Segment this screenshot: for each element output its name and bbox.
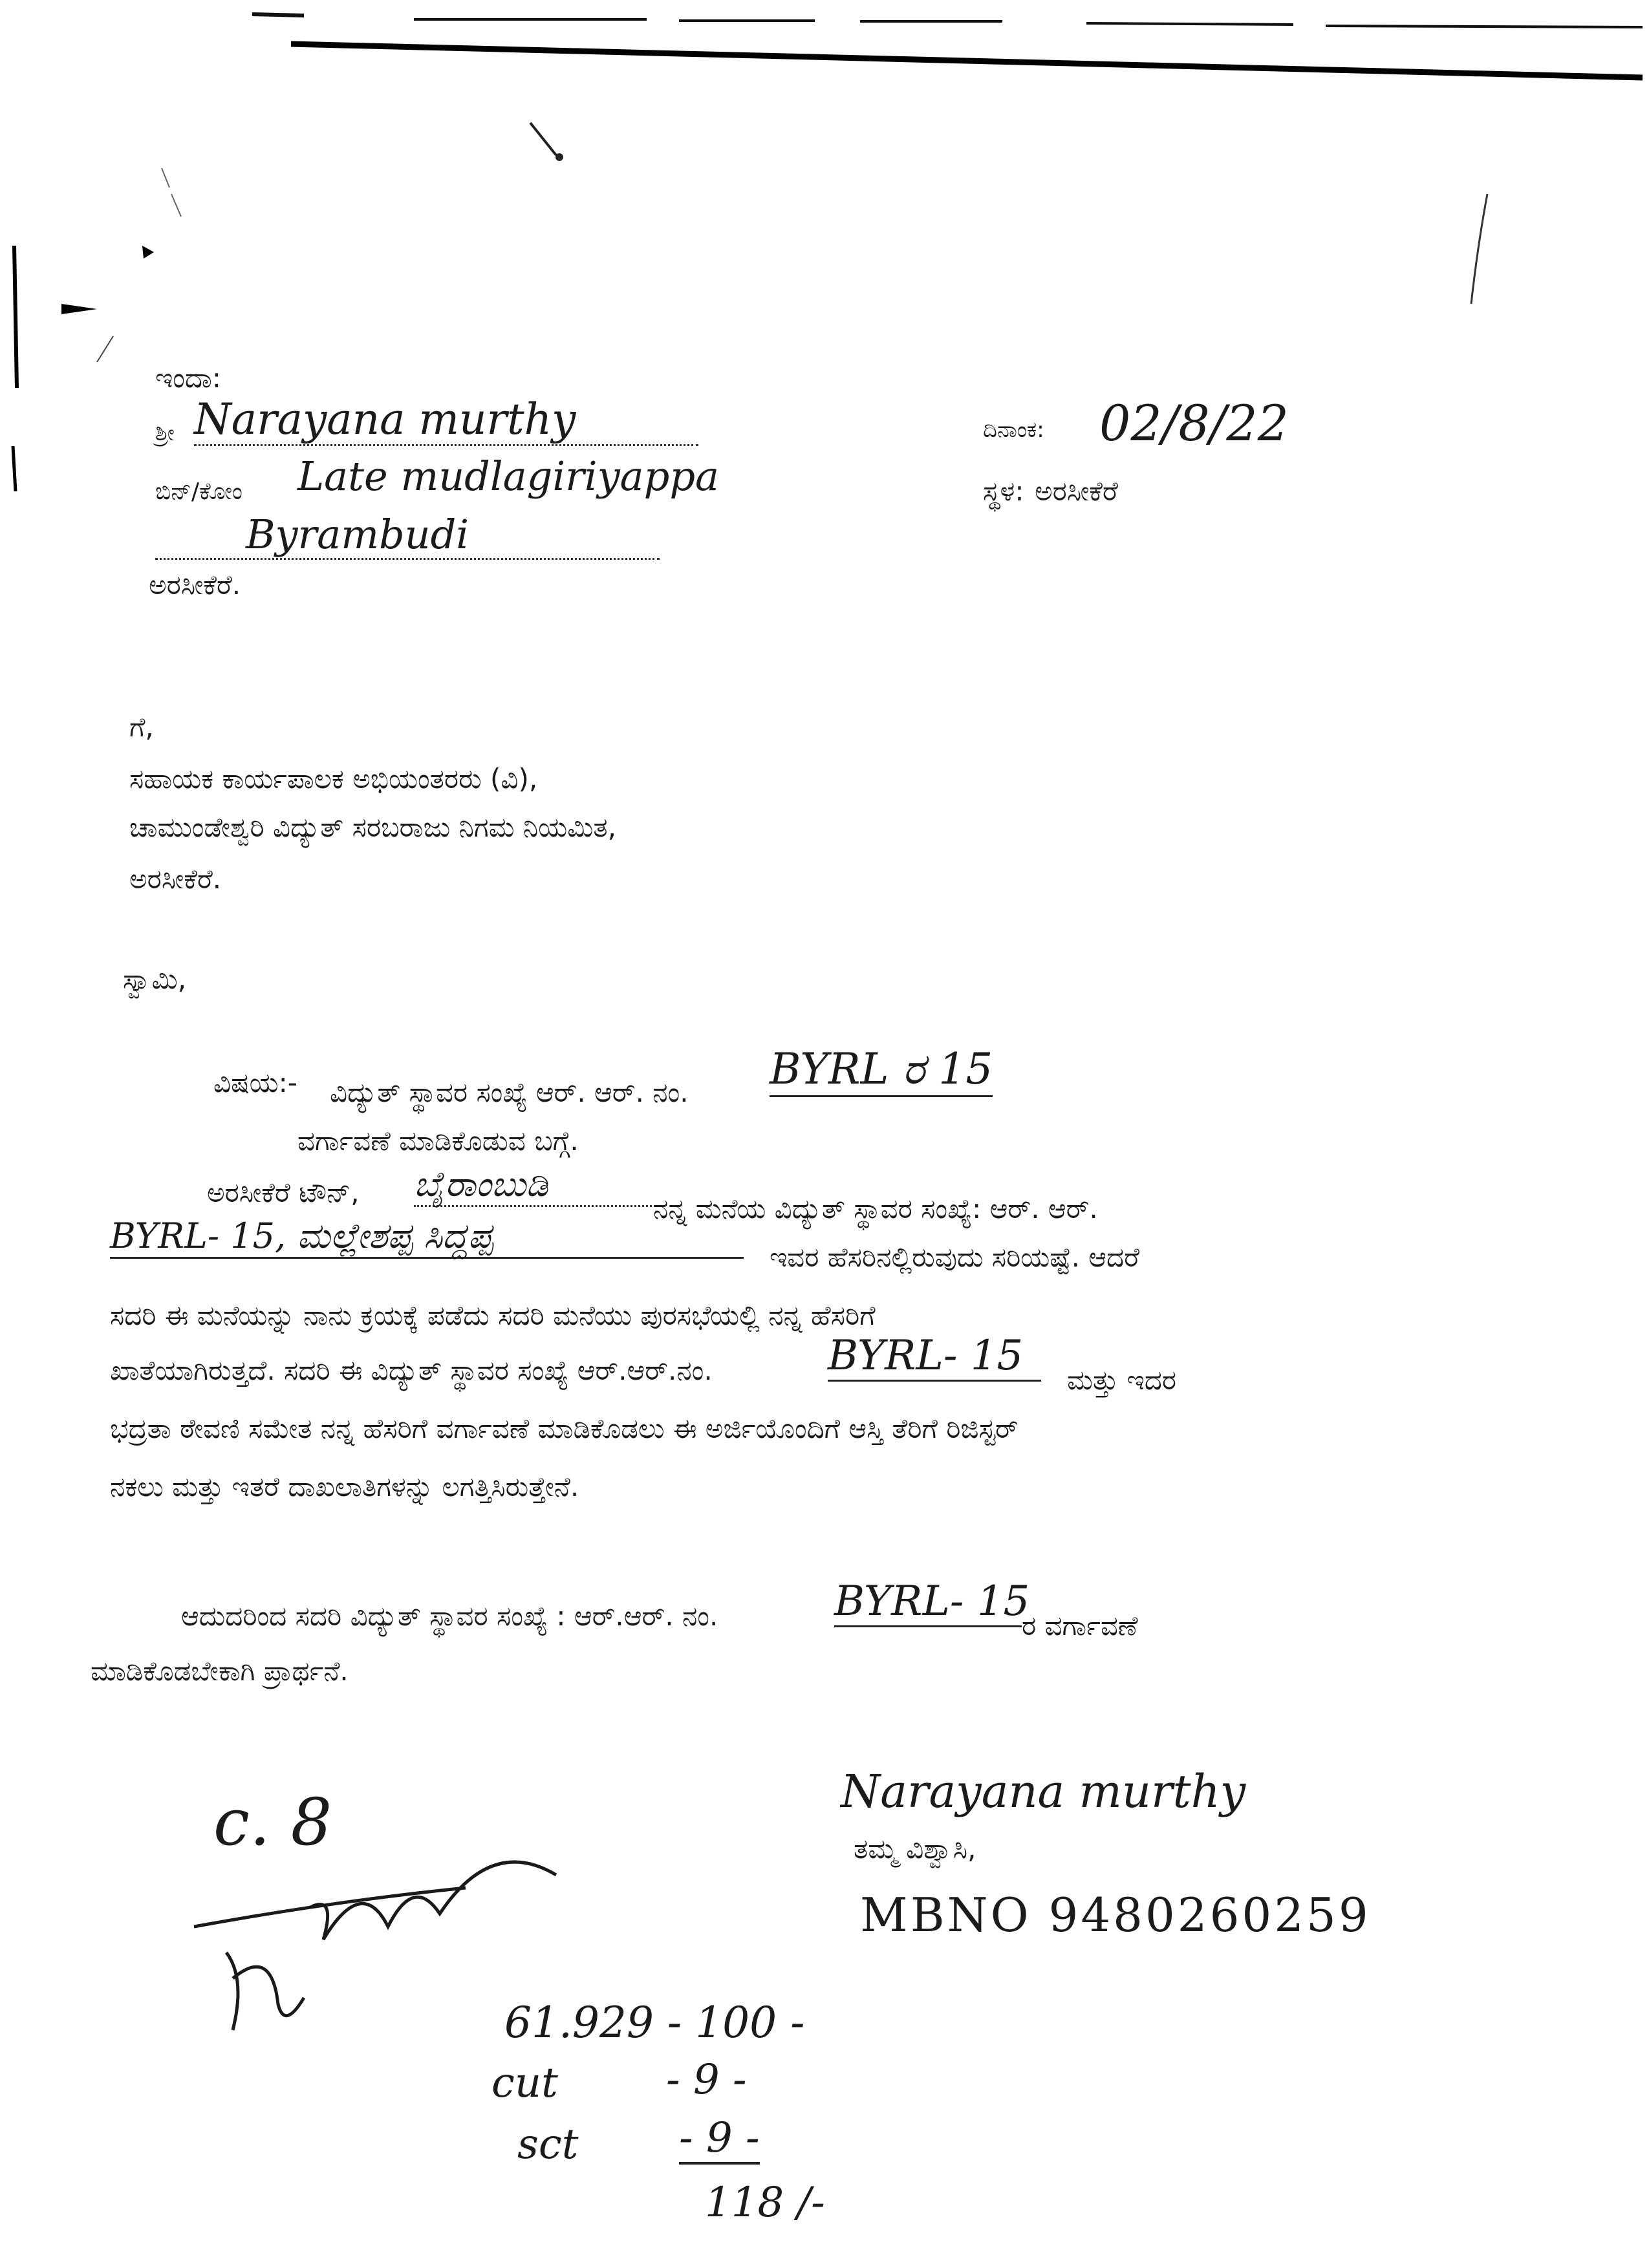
recipient-line3: ಅರಸೀಕೆರೆ. [129, 863, 222, 895]
body-line6: ನಕಲು ಮತ್ತು ಇತರೆ ದಾಖಲಾತಿಗಳನ್ನು ಲಗತ್ತಿಸಿರುತ್ತೇನೆ. [110, 1471, 579, 1503]
calc-total: 118 /- [705, 2179, 825, 2227]
name-prefix: ಶ್ರೀ [155, 420, 175, 446]
body-line8: ಮಾಡಿಕೊಡಬೇಕಾಗಿ ಪ್ರಾರ್ಥನೆ. [91, 1655, 349, 1687]
body-line3: ಸದರಿ ಈ ಮನೆಯನ್ನು ನಾನು ಕ್ರಯಕ್ಕೆ ಪಡೆದು ಸದರಿ ಮನೆಯು ಪುರಸಭೆಯಲ್ಲಿ ನನ್ನ ಹೆಸರಿಗೆ [110, 1300, 876, 1331]
subject-text-2: ವರ್ಗಾವಣೆ ಮಾಡಿಕೊಡುವ ಬಗ್ಗೆ. [297, 1125, 579, 1157]
date-label: ದಿನಾಂಕ: [983, 417, 1044, 443]
calc-line-2-value: - 9 - [666, 2056, 747, 2104]
body-rr-fill-1: BYRL- 15 [828, 1332, 1041, 1382]
applicant-signature: Narayana murthy [841, 1765, 1246, 1818]
body-line7: ಆದುದರಿಂದ ಸದರಿ ವಿದ್ಯುತ್ ಸ್ಥಾವರ ಸಂಖ್ಯೆ : ಆರ್.ಆರ್. ನಂ. [181, 1600, 718, 1632]
body-rr-fill-2: BYRL- 15 [834, 1578, 1022, 1627]
body-line4-end: ಮತ್ತು ಇದರ [1067, 1364, 1177, 1396]
to-label: ಗೆ, [129, 711, 154, 743]
relation-prefix: ಬಿನ್/ಕೋಂ [155, 478, 242, 505]
sender-relation: Late mudlagiriyappa [297, 453, 719, 500]
subject-label: ವಿಷಯ:- [213, 1067, 297, 1098]
body-town: ಅರಸೀಕೆರೆ ಟೌನ್, [207, 1177, 360, 1208]
body-line4: ಖಾತೆಯಾಗಿರುತ್ತದೆ. ಸದರಿ ಈ ವಿದ್ಯುತ್ ಸ್ಥಾವರ ಸಂಖ್ಯೆ ಆರ್.ಆರ್.ನಂ. [110, 1354, 713, 1386]
letter-date: 02/8/22 [1099, 394, 1289, 452]
subject-rr-number: BYRL ರ 15 [770, 1044, 993, 1097]
body-prev-owner-fill: BYRL- 15, ಮಲ್ಲೇಶಪ್ಪ ಸಿದ್ದಪ್ಪ [110, 1215, 744, 1259]
officer-note: c. 8 [213, 1784, 332, 1860]
calc-line-3-label: sct [517, 2121, 579, 2168]
sender-name: Narayana murthy [194, 394, 698, 446]
body-line1: ನನ್ನ ಮನೆಯ ವಿದ್ಯುತ್ ಸ್ಥಾವರ ಸಂಖ್ಯೆ: ಆರ್. ಆರ್. [653, 1193, 1098, 1225]
mobile-number: MBNO 9480260259 [860, 1888, 1371, 1942]
body-line5: ಭದ್ರತಾ ಠೇವಣಿ ಸಮೇತ ನನ್ನ ಹೆಸರಿಗೆ ವರ್ಗಾವಣೆ ಮಾಡಿಕೊಡಲು ಈ ಅರ್ಜಿಯೊಂದಿಗೆ ಆಸ್ತಿ ತೆರಿಗೆ ರಿಜಿಸ್ಟರ್ [110, 1413, 1018, 1444]
sender-village: Byrambudi [155, 511, 660, 560]
body-line2: ಇವರ ಹೆಸರಿನಲ್ಲಿರುವುದು ಸರಿಯಷ್ಟೆ. ಆದರೆ [770, 1241, 1140, 1273]
sender-town: ಅರಸೀಕೆರೆ. [149, 569, 241, 601]
place-label: ಸ್ಥಳ: [983, 475, 1024, 507]
yours-faithfully: ತಮ್ಮ ವಿಶ್ವಾಸಿ, [854, 1833, 976, 1865]
letter-place: ಅರಸೀಕೆರೆ [1035, 475, 1118, 507]
recipient-line2: ಚಾಮುಂಡೇಶ್ವರಿ ವಿದ್ಯುತ್ ಸರಬರಾಜು ನಿಗಮ ನಿಯಮಿತ, [129, 811, 616, 843]
body-line7-end: ರ ವರ್ಗಾವಣೆ [1022, 1610, 1138, 1642]
subject-text: ವಿದ್ಯುತ್ ಸ್ಥಾವರ ಸಂಖ್ಯೆ ಆರ್. ಆರ್. ನಂ. [330, 1076, 689, 1108]
body-place-fill: ಬೈರಾಂಬುಡಿ [414, 1164, 660, 1207]
salutation: ಸ್ವಾಮಿ, [123, 963, 187, 995]
calc-line-1: 61.929 - 100 - [504, 1998, 805, 2048]
calc-line-3-value: - 9 - [679, 2114, 760, 2165]
recipient-line1: ಸಹಾಯಕ ಕಾರ್ಯಪಾಲಕ ಅಭಿಯಂತರರು (ವಿ), [129, 763, 538, 795]
from-label: ಇಂದಾ: [155, 362, 222, 394]
calc-line-2-label: cut [491, 2059, 558, 2107]
